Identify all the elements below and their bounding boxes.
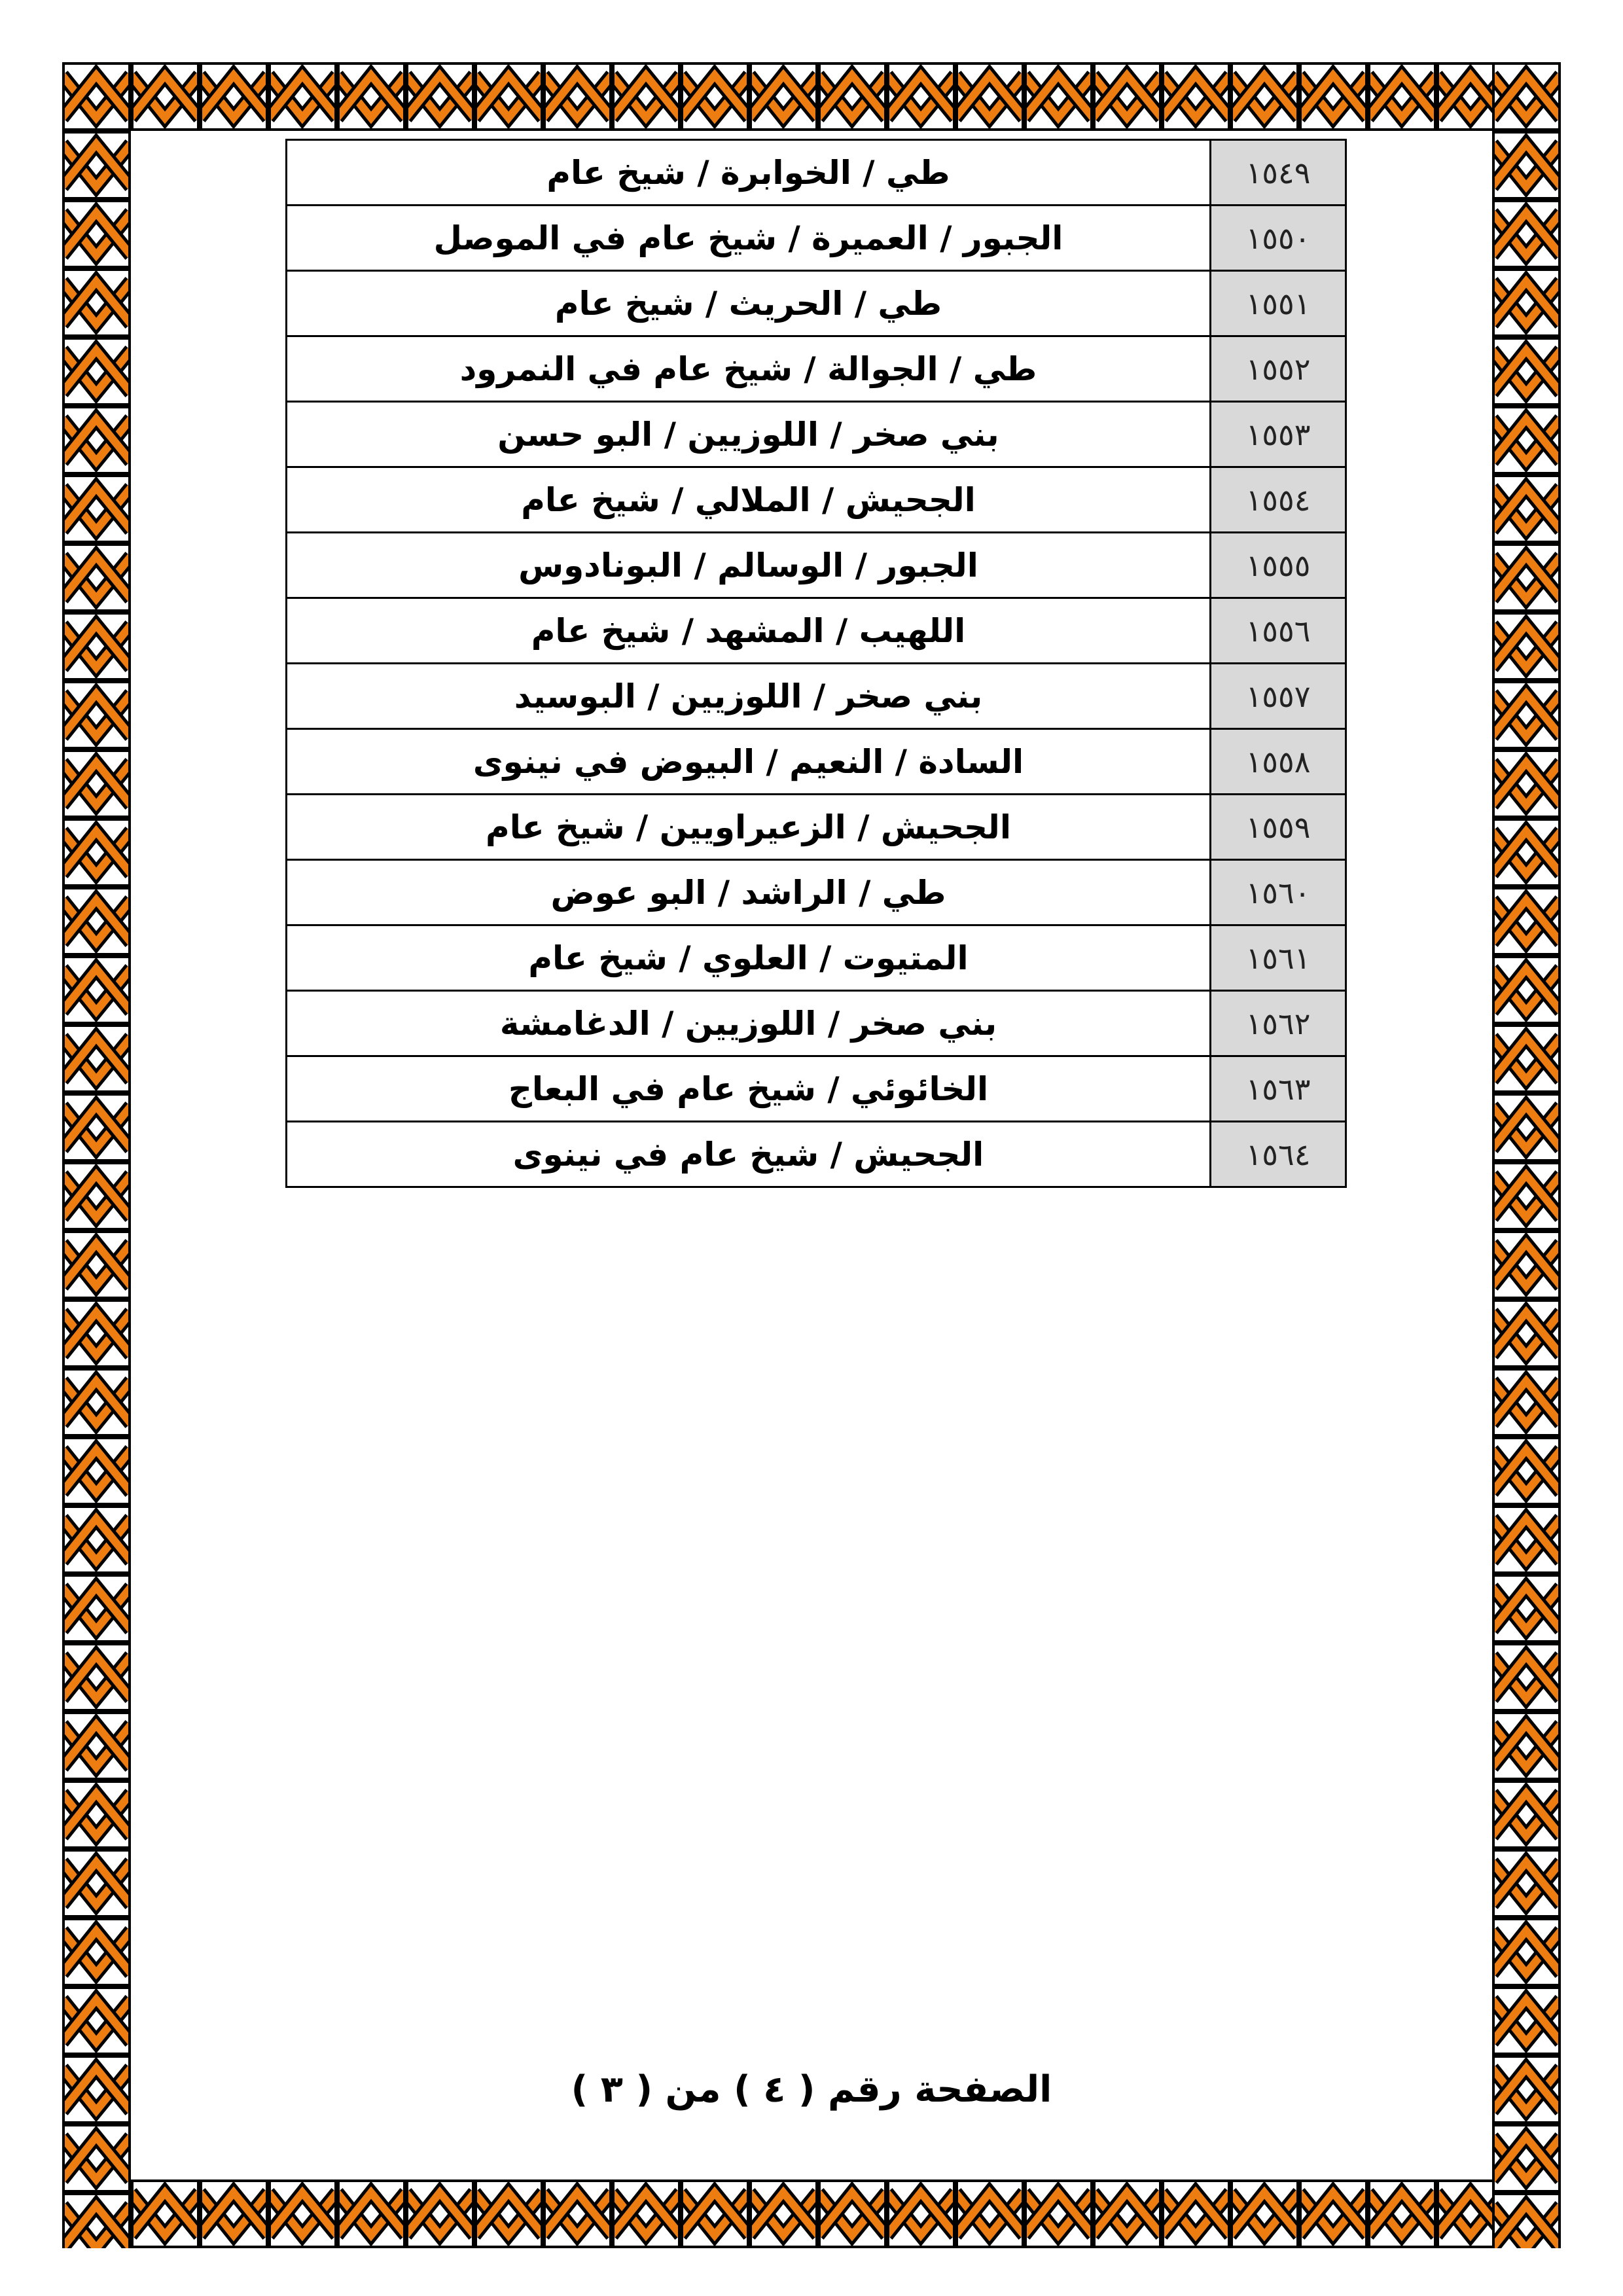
decorative-border-bottom <box>62 2179 1561 2248</box>
table-row <box>287 271 1346 336</box>
row-name: المتيوت / العلوي / شيخ عام <box>287 925 1211 991</box>
row-number: ١٥٥٦ <box>1211 598 1346 664</box>
row-name: الجبور / الوسالم / البونادوس <box>287 533 1211 598</box>
table-row <box>287 795 1346 860</box>
table-row <box>287 336 1346 402</box>
row-number: ١٥٥٩ <box>1211 795 1346 860</box>
decorative-border-right <box>1492 62 1561 2248</box>
row-name: الخائوئي / شيخ عام في البعاج <box>287 1056 1211 1122</box>
row-number: ١٥٥٣ <box>1211 402 1346 467</box>
row-name: الجبور / العميرة / شيخ عام في الموصل <box>287 206 1211 271</box>
row-name: الجحيش / الزعيراويين / شيخ عام <box>287 795 1211 860</box>
row-number: ١٥٤٩ <box>1211 140 1346 206</box>
tribes-table <box>285 139 1347 1188</box>
row-name: الجحيش / شيخ عام في نينوى <box>287 1122 1211 1187</box>
row-name: طي / الجوالة / شيخ عام في النمرود <box>287 336 1211 402</box>
table-row <box>287 206 1346 271</box>
row-name: طي / الخوابرة / شيخ عام <box>287 140 1211 206</box>
row-name: طي / الراشد / البو عوض <box>287 860 1211 925</box>
table-row <box>287 664 1346 729</box>
table-row <box>287 925 1346 991</box>
row-number: ١٥٥٥ <box>1211 533 1346 598</box>
row-number: ١٥٥٧ <box>1211 664 1346 729</box>
table-row <box>287 729 1346 795</box>
table-row <box>287 1122 1346 1187</box>
table-row <box>287 140 1346 206</box>
row-name: بني صخر / اللوزيين / البوسيد <box>287 664 1211 729</box>
row-number: ١٥٥١ <box>1211 271 1346 336</box>
row-name: السادة / النعيم / البيوض في نينوى <box>287 729 1211 795</box>
table-row <box>287 991 1346 1056</box>
row-name: طي / الحريث / شيخ عام <box>287 271 1211 336</box>
table-row <box>287 467 1346 533</box>
row-number: ١٥٦١ <box>1211 925 1346 991</box>
decorative-border-left <box>62 62 131 2248</box>
table-row <box>287 860 1346 925</box>
row-number: ١٥٥٨ <box>1211 729 1346 795</box>
row-number: ١٥٥٠ <box>1211 206 1346 271</box>
decorative-border-top <box>62 62 1561 131</box>
row-number: ١٥٦٤ <box>1211 1122 1346 1187</box>
row-number: ١٥٦٠ <box>1211 860 1346 925</box>
row-number: ١٥٥٢ <box>1211 336 1346 402</box>
page-number-footer: الصفحة رقم ( ٤ ) من ( ٣ ) <box>571 2068 1052 2111</box>
table-row <box>287 402 1346 467</box>
table-row <box>287 533 1346 598</box>
row-name: اللهيب / المشهد / شيخ عام <box>287 598 1211 664</box>
row-number: ١٥٦٢ <box>1211 991 1346 1056</box>
table-row <box>287 1056 1346 1122</box>
table-row <box>287 598 1346 664</box>
row-name: بني صخر / اللوزيين / البو حسن <box>287 402 1211 467</box>
row-name: الجحيش / الملالي / شيخ عام <box>287 467 1211 533</box>
row-number: ١٥٥٤ <box>1211 467 1346 533</box>
row-number: ١٥٦٣ <box>1211 1056 1346 1122</box>
row-name: بني صخر / اللوزيين / الدغامشة <box>287 991 1211 1056</box>
